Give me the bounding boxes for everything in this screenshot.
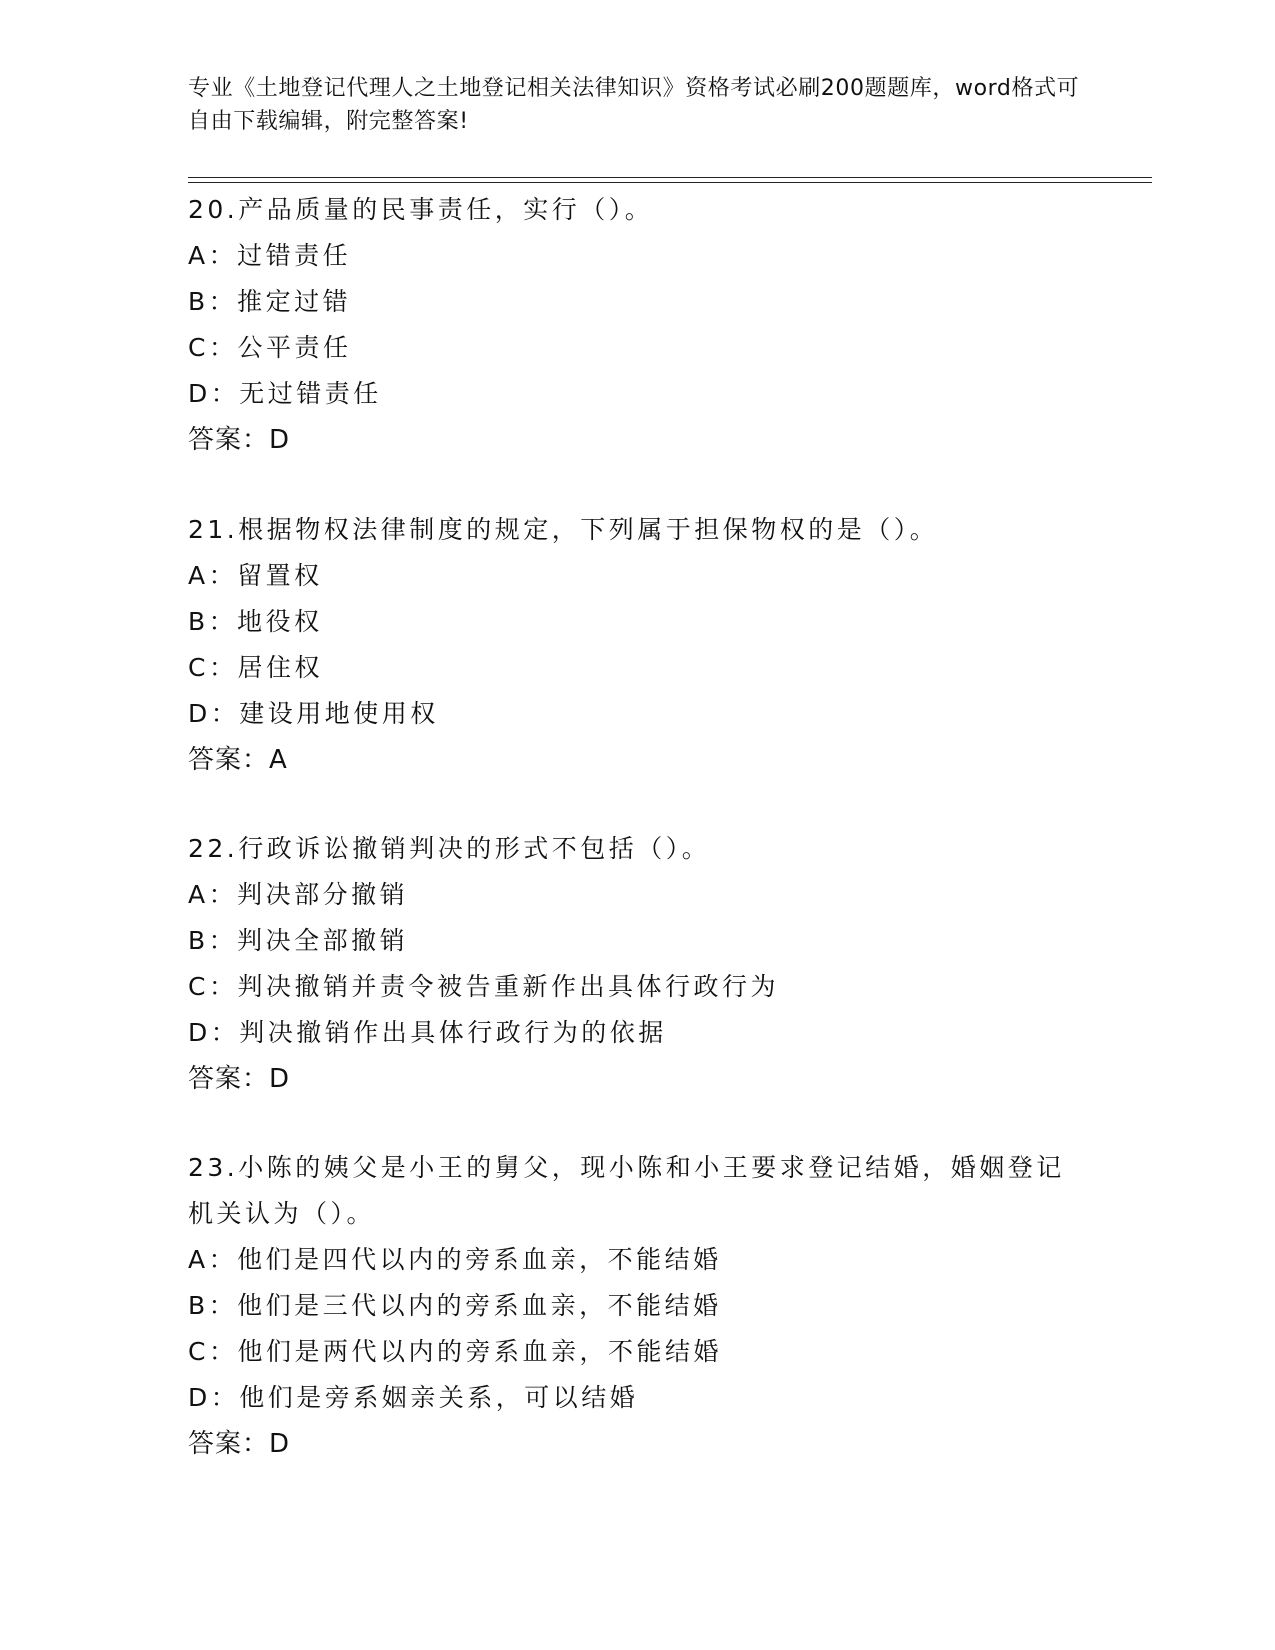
option-a: A：判决部分撤销	[188, 880, 409, 909]
option-c: C：他们是两代以内的旁系血亲，不能结婚	[188, 1337, 722, 1366]
option-b: B：推定过错	[188, 287, 352, 316]
option-a: A：他们是四代以内的旁系血亲，不能结婚	[188, 1245, 722, 1274]
option-b: B：他们是三代以内的旁系血亲，不能结婚	[188, 1291, 722, 1320]
option-d: D：建设用地使用权	[188, 699, 439, 728]
question-21	[188, 507, 1088, 783]
document-intro: 专业《土地登记代理人之土地登记相关法律知识》资格考试必刷200题题库，word格式可自由下载编辑，附完整答案!	[188, 76, 1080, 134]
option-a: A：留置权	[188, 561, 323, 590]
question-stem: 20.产品质量的民事责任，实行（）。	[188, 195, 654, 224]
header-rule-bottom	[188, 182, 1152, 183]
answer-line: 答案：D	[188, 1064, 291, 1094]
option-d: D：无过错责任	[188, 379, 382, 408]
option-d: D：判决撤销作出具体行政行为的依据	[188, 1018, 667, 1047]
answer-line: 答案：D	[188, 425, 291, 455]
option-b: B：地役权	[188, 607, 323, 636]
header-rule-top	[188, 177, 1152, 178]
answer-line: 答案：D	[188, 1429, 291, 1459]
option-a: A：过错责任	[188, 241, 352, 270]
option-c: C：公平责任	[188, 333, 352, 362]
answer-line: 答案：A	[188, 745, 288, 775]
option-c: C：居住权	[188, 653, 323, 682]
question-22	[188, 826, 1088, 1102]
question-23	[188, 1145, 1088, 1467]
option-b: B：判决全部撤销	[188, 926, 409, 955]
option-d: D：他们是旁系姻亲关系，可以结婚	[188, 1383, 639, 1412]
question-stem: 23.小陈的姨父是小王的舅父，现小陈和小王要求登记结婚，婚姻登记机关认为（）。	[188, 1153, 1065, 1228]
question-20	[188, 187, 1088, 463]
question-stem: 21.根据物权法律制度的规定，下列属于担保物权的是（）。	[188, 515, 939, 544]
question-stem: 22.行政诉讼撤销判决的形式不包括（）。	[188, 834, 711, 863]
option-c: C：判决撤销并责令被告重新作出具体行政行为	[188, 972, 779, 1001]
